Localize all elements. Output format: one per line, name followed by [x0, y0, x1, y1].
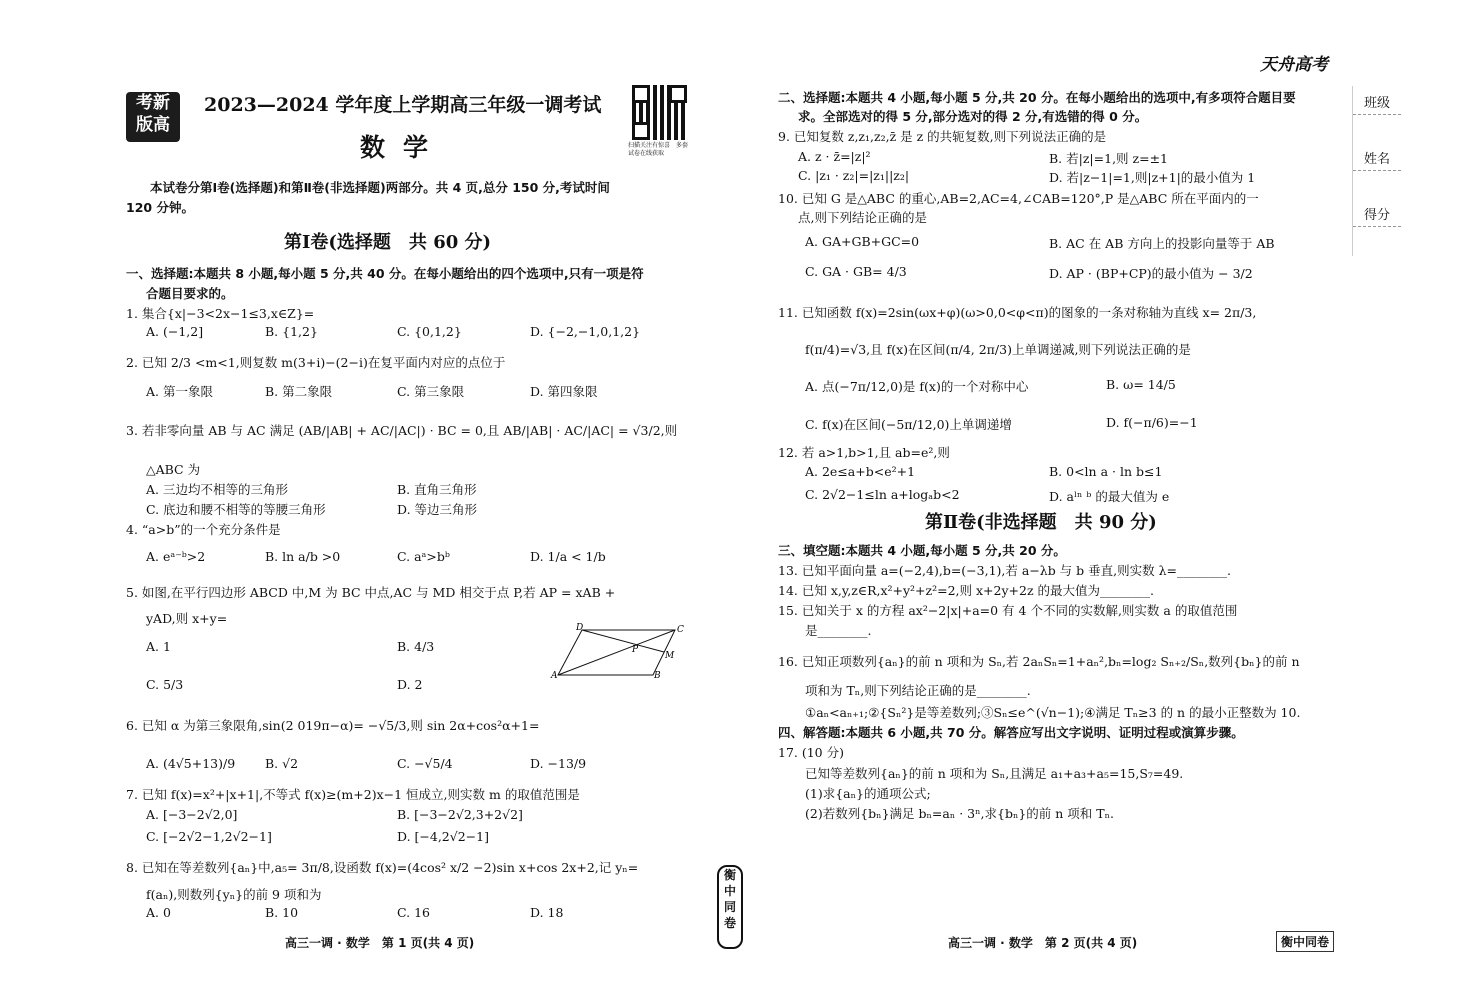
section2-heading-2: 求。全部选对的得 5 分,部分选对的得 2 分,有选错的得 0 分。: [798, 109, 1148, 124]
q12-stem: 12. 若 a>1,b>1,且 ab=e²,则: [778, 445, 950, 460]
q9-option-a: A. z · z̄=|z|²: [798, 149, 871, 164]
side-label-score: 得分: [1353, 204, 1401, 227]
q1-stem: 1. 集合{x|−3<2x−1≤3,x∈Z}=: [126, 306, 315, 321]
q6-option-d: D. −13/9: [530, 756, 587, 771]
q11-stem-2: f(π/4)=√3,且 f(x)在区间(π/4, 2π/3)上单调递减,则下列说法正确的是: [805, 342, 1191, 357]
q9-option-b: B. 若|z|=1,则 z=±1: [1049, 151, 1169, 166]
part2-title: 第Ⅱ卷(非选择题 共 90 分): [925, 512, 1157, 533]
fig-label-b: B: [654, 671, 661, 680]
q6-option-c: C. −√5/4: [397, 756, 453, 771]
q17-line-3: (1)求{aₙ}的通项公式;: [805, 786, 931, 801]
section3-heading: 三、填空题:本题共 4 小题,每小题 5 分,共 20 分。: [778, 543, 1066, 558]
q2-option-a: A. 第一象限: [146, 384, 213, 399]
page2-footer: 高三一调 · 数学 第 2 页(共 4 页): [948, 936, 1138, 950]
fig-label-m: M: [665, 651, 675, 661]
side-label-name: 姓名: [1353, 148, 1401, 171]
parallelogram-figure: [550, 620, 690, 680]
q15-line-1: 15. 已知关于 x 的方程 ax²−2|x|+a=0 有 4 个不同的实数解,则实数 a 的取值范围: [778, 603, 1238, 618]
q6-option-b: B. √2: [265, 756, 299, 771]
q1-option-b: B. {1,2}: [265, 324, 318, 339]
q5-option-d: D. 2: [397, 677, 423, 692]
q1-option-a: A. (−1,2]: [146, 324, 204, 339]
footer-badge: 衡中同卷: [1276, 931, 1334, 952]
q5-stem: 5. 如图,在平行四边形 ABCD 中,M 为 BC 中点,AC 与 MD 相交于点 P,若 AP = xAB +: [126, 585, 616, 600]
q8-option-b: B. 10: [265, 905, 299, 920]
section1-heading-2: 合题目要求的。: [146, 286, 234, 301]
q10-option-d: D. AP · (BP+CP)的最小值为 − 3/2: [1049, 266, 1253, 281]
q3-option-c: C. 底边和腰不相等的等腰三角形: [146, 502, 326, 517]
q5-option-a: A. 1: [146, 639, 171, 654]
fig-label-p: P: [632, 645, 639, 655]
q2-option-d: D. 第四象限: [530, 384, 598, 399]
q2-option-c: C. 第三象限: [397, 384, 465, 399]
section4-heading: 四、解答题:本题共 6 小题,共 70 分。解答应写出文字说明、证明过程或演算步骤。: [778, 725, 1244, 740]
section1-heading: 一、选择题:本题共 8 小题,每小题 5 分,共 40 分。在每小题给出的四个选项中,只有一项是符: [126, 266, 644, 281]
fig-label-d: D: [576, 623, 584, 633]
q9-stem: 9. 已知复数 z,z₁,z₂,z̄ 是 z 的共轭复数,则下列说法正确的是: [778, 129, 1107, 144]
new-edition-stamp: [126, 92, 180, 142]
q12-option-c: C. 2√2−1≤ln a+logₐb<2: [805, 487, 960, 502]
q5-stem-2: yAD,则 x+y=: [146, 611, 228, 626]
fig-label-a: A: [551, 671, 558, 680]
q1-option-d: D. {−2,−1,0,1,2}: [530, 324, 641, 339]
fig-label-c: C: [677, 625, 684, 635]
q11-option-a: A. 点(−7π/12,0)是 f(x)的一个对称中心: [805, 379, 1029, 394]
q2-stem: 2. 已知 2/3 <m<1,则复数 m(3+i)−(2−i)在复平面内对应的点位于: [126, 355, 506, 370]
q17-line-2: 已知等差数列{aₙ}的前 n 项和为 Sₙ,且满足 a₁+a₃+a₅=15,S₇=49.: [805, 766, 1184, 781]
q4-option-c: C. aᵃ>bᵇ: [397, 549, 450, 564]
q11-option-b: B. ω= 14/5: [1106, 377, 1176, 392]
q10-stem-2: 点,则下列结论正确的是: [798, 210, 927, 225]
stamp-line-2: 版高: [136, 115, 170, 135]
q17-line-4: (2)若数列{bₙ}满足 bₙ=aₙ · 3ⁿ,求{bₙ}的前 n 项和 Tₙ.: [805, 806, 1114, 821]
q14: 14. 已知 x,y,z∈R,x²+y²+z²=2,则 x+2y+2z 的最大值为________.: [778, 583, 1154, 598]
q9-option-c: C. |z₁ · z₂|=|z₁||z₂|: [798, 168, 910, 183]
q4-option-b: B. ln a/b >0: [265, 549, 341, 564]
q1-option-c: C. {0,1,2}: [397, 324, 462, 339]
q11-stem: 11. 已知函数 f(x)=2sin(ωx+φ)(ω>0,0<φ<π)的图象的一条对称轴为直线 x= 2π/3,: [778, 305, 1257, 320]
q7-option-d: D. [−4,2√2−1]: [397, 829, 489, 844]
exam-title: 2023—2024 学年度上学期高三年级一调考试: [204, 94, 602, 116]
q8-option-c: C. 16: [397, 905, 430, 920]
brand-logo: 天舟高考: [1260, 55, 1328, 75]
q8-option-d: D. 18: [530, 905, 564, 920]
q10-option-b: B. AC 在 AB 方向上的投影向量等于 AB: [1049, 236, 1275, 251]
q10-option-a: A. GA+GB+GC=0: [805, 234, 920, 249]
q12-option-a: A. 2e≤a+b<e²+1: [805, 464, 916, 479]
q15-line-2: 是________.: [805, 623, 872, 638]
q17-line-1: 17. (10 分): [778, 745, 844, 760]
qr-caption: 扫描关注有惊喜 多套试卷在线获取: [628, 142, 689, 157]
q3-option-d: D. 等边三角形: [397, 502, 478, 517]
q7-option-c: C. [−2√2−1,2√2−1]: [146, 829, 272, 844]
intro-line-2: 120 分钟。: [126, 200, 194, 215]
q8-option-a: A. 0: [146, 905, 171, 920]
hengzhong-seal: 衡中同卷: [717, 865, 743, 949]
qr-code-icon: [632, 85, 687, 140]
q3-option-b: B. 直角三角形: [397, 482, 477, 497]
q8-stem-2: f(aₙ),则数列{yₙ}的前 9 项和为: [146, 887, 322, 902]
q10-option-c: C. GA · GB= 4/3: [805, 264, 907, 279]
intro-line-1: 本试卷分第Ⅰ卷(选择题)和第Ⅱ卷(非选择题)两部分。共 4 页,总分 150 分,考试时间: [150, 180, 610, 195]
q6-option-a: A. (4√5+13)/9: [146, 756, 236, 771]
q4-option-d: D. 1/a < 1/b: [530, 549, 606, 564]
q6-stem: 6. 已知 α 为第三象限角,sin(2 019π−α)= −√5/3,则 sin 2α+cos²α+1=: [126, 718, 540, 733]
stamp-line-1: 考新: [136, 93, 170, 113]
q2-option-b: B. 第二象限: [265, 384, 333, 399]
q7-option-b: B. [−3−2√2,3+2√2]: [397, 807, 523, 822]
q8-stem: 8. 已知在等差数列{aₙ}中,a₅= 3π/8,设函数 f(x)=(4cos² x/2 −2)sin x+cos 2x+2,记 yₙ=: [126, 860, 639, 875]
q13: 13. 已知平面向量 a=(−2,4),b=(−3,1),若 a−λb 与 b 垂直,则实数 λ=________.: [778, 563, 1231, 578]
q5-option-b: B. 4/3: [397, 639, 435, 654]
q4-stem: 4. “a>b”的一个充分条件是: [126, 522, 281, 537]
part1-title: 第Ⅰ卷(选择题 共 60 分): [284, 232, 492, 253]
q3-stem-2: △ABC 为: [146, 462, 201, 477]
q16-line-1: 16. 已知正项数列{aₙ}的前 n 项和为 Sₙ,若 2aₙSₙ=1+aₙ²,bₙ=log₂ Sₙ₊₂/Sₙ,数列{bₙ}的前 n: [778, 654, 1300, 669]
page1-footer: 高三一调 · 数学 第 1 页(共 4 页): [285, 936, 475, 950]
q16-line-3: ①aₙ<aₙ₊₁;②{Sₙ²}是等差数列;③Sₙ≤e^(√n−1);④满足 Tₙ≥3 的 n 的最小正整数为 10.: [805, 705, 1301, 720]
q3-option-a: A. 三边均不相等的三角形: [146, 482, 288, 497]
q5-option-c: C. 5/3: [146, 677, 184, 692]
subject-title: 数学: [360, 133, 447, 162]
q16-line-2: 项和为 Tₙ,则下列结论正确的是________.: [805, 683, 1031, 698]
q10-stem: 10. 已知 G 是△ABC 的重心,AB=2,AC=4,∠CAB=120°,P 是△ABC 所在平面内的一: [778, 191, 1259, 206]
q12-option-d: D. aˡⁿ ᵇ 的最大值为 e: [1049, 489, 1170, 504]
q4-option-a: A. eᵃ⁻ᵇ>2: [146, 549, 206, 564]
section2-heading: 二、选择题:本题共 4 小题,每小题 5 分,共 20 分。在每小题给出的选项中,有多项符合题目要: [778, 90, 1296, 105]
q7-option-a: A. [−3−2√2,0]: [146, 807, 238, 822]
q11-option-c: C. f(x)在区间(−5π/12,0)上单调递增: [805, 417, 1012, 432]
q9-option-d: D. 若|z−1|=1,则|z+1|的最小值为 1: [1049, 170, 1256, 185]
q3-stem: 3. 若非零向量 AB 与 AC 满足 (AB/|AB| + AC/|AC|) · BC = 0,且 AB/|AB| · AC/|AC| = √3/2,则: [126, 423, 678, 438]
q12-option-b: B. 0<ln a · ln b≤1: [1049, 464, 1163, 479]
q11-option-d: D. f(−π/6)=−1: [1106, 415, 1198, 430]
q7-stem: 7. 已知 f(x)=x²+|x+1|,不等式 f(x)≥(m+2)x−1 恒成立,则实数 m 的取值范围是: [126, 787, 580, 802]
side-label-class: 班级: [1353, 92, 1401, 115]
